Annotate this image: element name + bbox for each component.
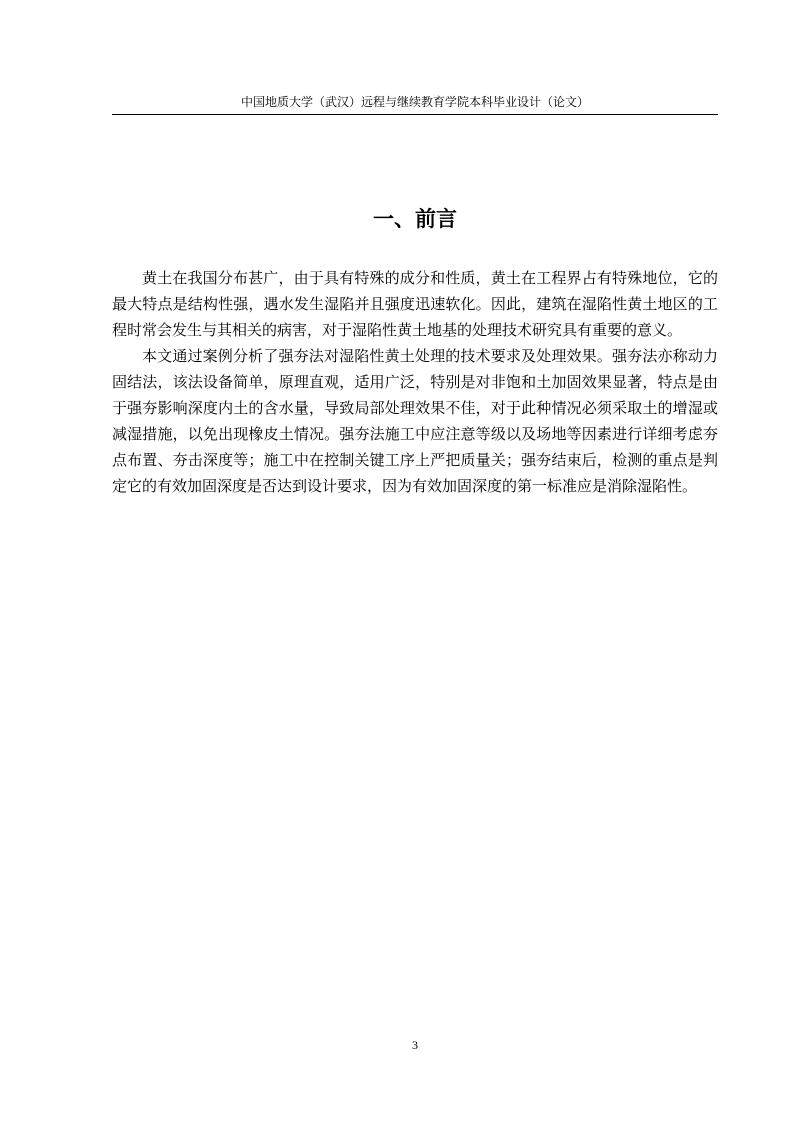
page-number: 3 (412, 1038, 418, 1052)
paragraph-1: 黄土在我国分布甚广，由于具有特殊的成分和性质，黄土在工程界占有特殊地位，它的最大特点是结构性强，遇水发生湿陷并且强度迅速软化。因此，建筑在湿陷性黄土地区的工程时常会发生与其相关的病害，对于湿陷性黄土地基的处理技术研究具有重要的意义。 (112, 269, 718, 339)
page-header (112, 92, 718, 115)
body-text (112, 265, 718, 499)
header-text: 中国地质大学（武汉）远程与继续教育学院本科毕业设计（论文） (240, 95, 589, 109)
section-title: 一、前言 (373, 207, 457, 231)
paragraph-2: 本文通过案例分析了强夯法对湿陷性黄土处理的技术要求及处理效果。强夯法亦称动力固结法，该法设备简单，原理直观，适用广泛，特别是对非饱和土加固效果显著，特点是由于强夯影响深度内土的含水量，导致局部处理效果不佳，对于此种情况必须采取土的增湿或减湿措施，以免出现橡皮土情况。强夯法施工中应注意等级以及场地等因素进行详细考虑夯点布置、夯击深度等；施工中在控制关键工序上严把质量关；强夯结束后，检测的重点是判定它的有效加固深度是否达到设计要求，因为有效加固深度的第一标准应是消除湿陷性。 (112, 347, 718, 495)
